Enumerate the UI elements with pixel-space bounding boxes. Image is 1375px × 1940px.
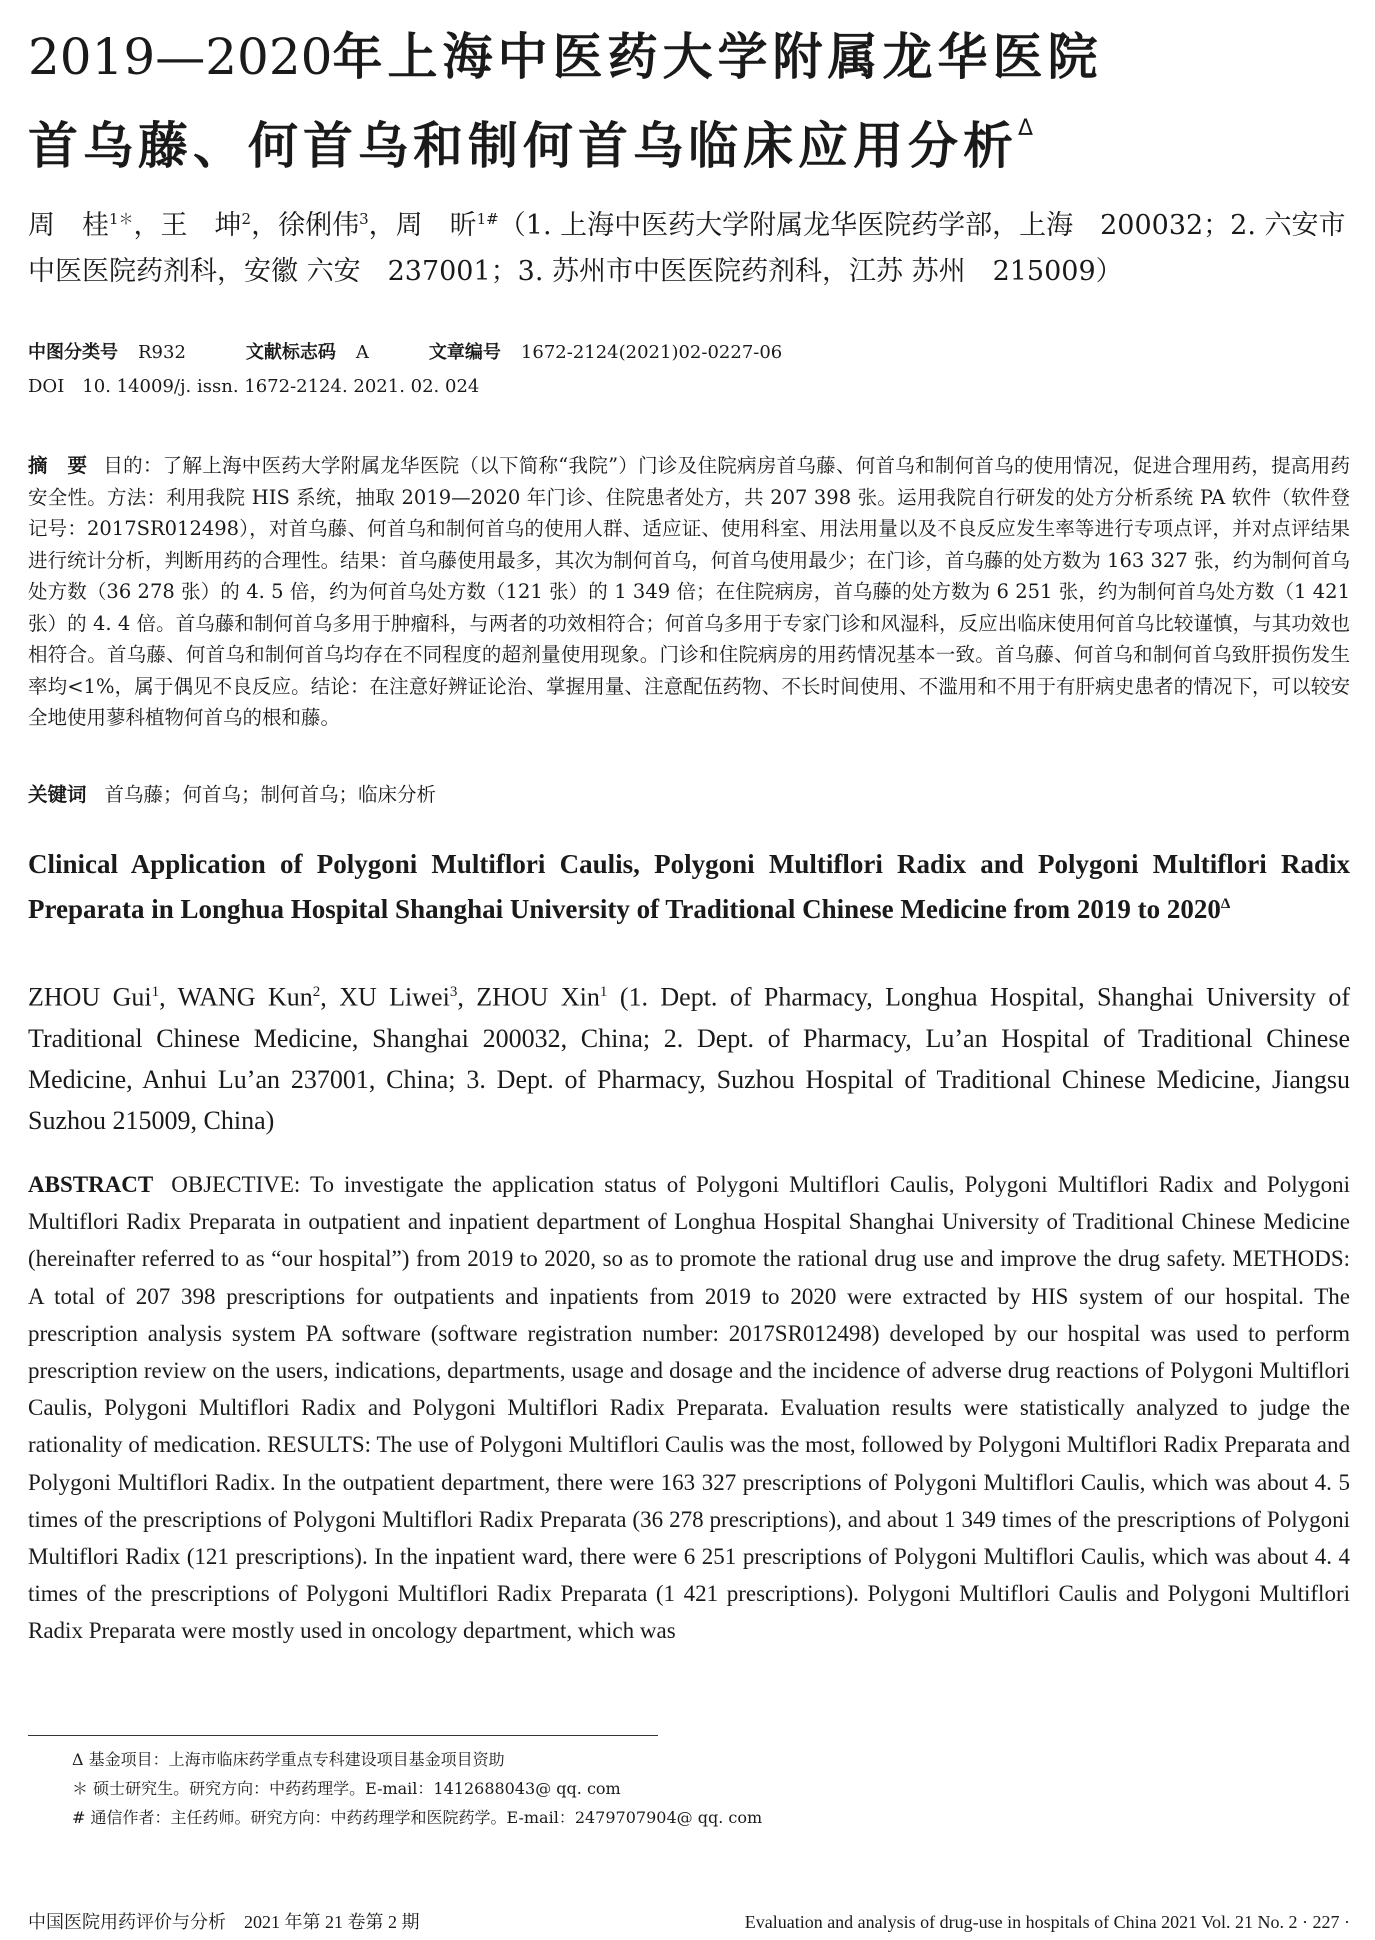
- en-author-3: , XU Liwei: [320, 982, 450, 1012]
- footer-journal-cn: 中国医院用药评价与分析 2021 年第 21 卷第 2 期: [28, 1912, 420, 1932]
- doc-code-label: 文献标志码: [245, 342, 336, 363]
- chinese-abstract: [28, 450, 1350, 734]
- english-abstract-label: ABSTRACT: [28, 1172, 154, 1197]
- cn-author-2: ，王 坤: [133, 210, 242, 241]
- chinese-title-year: 2019—2020: [28, 28, 333, 86]
- classification-line: [28, 340, 1350, 366]
- chinese-keywords-text: 首乌藤；何首乌；制何首乌；临床分析: [104, 783, 437, 806]
- cn-author-1-affil: 1＊: [109, 210, 134, 228]
- cn-author-3: ，徐俐伟: [251, 210, 360, 241]
- en-author-3-affil: 3: [449, 984, 458, 1000]
- cn-author-4: ，周 昕: [368, 210, 477, 241]
- article-no-label: 文章编号: [428, 342, 501, 363]
- english-title: [28, 844, 1350, 929]
- chinese-abstract-label: 摘 要: [28, 454, 88, 477]
- chinese-title-fund-mark: Δ: [1018, 116, 1034, 141]
- en-affiliations: (1. Dept. of Pharmacy, Longhua Hospital, Shanghai University of Traditional Chinese Medicine, Shanghai 200032, China; 2. Dept. of Pharmacy, Lu’an Hospital of Traditional Chinese Medicine, Anhui Lu’an 237001, China; 3. Dept. of Pharmacy, Suzhou Hospital of Traditional Chinese Medicine, Jiangsu Suzhou 215009, China): [28, 982, 1351, 1135]
- chinese-title-line-2: [28, 94, 1350, 181]
- footnote-divider: [28, 1735, 658, 1736]
- cn-author-4-affil: 1#: [476, 210, 499, 228]
- en-author-1-affil: 1: [151, 984, 160, 1000]
- clc-label: 中图分类号: [28, 342, 118, 363]
- article-no-value: 1672-2124(2021)02-0227-06: [520, 342, 783, 363]
- chinese-author-block: [28, 196, 1350, 295]
- footnote-fund: Δ 基金项目：上海市临床药学重点专科建设项目基金项目资助: [72, 1750, 505, 1769]
- footnote-corresponding-author: # 通信作者：主任药师。研究方向：中药药理学和医院药学。E-mail：2479707904@ qq. com: [72, 1808, 763, 1827]
- english-abstract: [28, 1166, 1350, 1650]
- footnote-first-author: ＊ 硕士研究生。研究方向：中药药理学。E-mail：1412688043@ qq. com: [72, 1779, 621, 1798]
- cn-author-2-affil: 2: [241, 210, 252, 228]
- doc-code-value: A: [355, 342, 369, 363]
- english-title-text: Clinical Application of Polygoni Multiflori Caulis, Polygoni Multiflori Radix and Polygoni Multiflori Radix Preparata in Longhua Hospital Shanghai University of Traditional Chinese Medicine from 2019 to 2020: [28, 849, 1350, 924]
- english-abstract-text: OBJECTIVE: To investigate the application status of Polygoni Multiflori Caulis, Polygoni Multiflori Radix and Polygoni Multiflori Radix Preparata in outpatient and inpatient department of Longhua Hospital Shanghai University of Traditional Chinese Medicine (hereinafter referred to as “our hospital”) from 2019 to 2020, so as to promote the rational drug use and improve the drug safety. METHODS: A total of 207 398 prescriptions for outpatients and inpatients from 2019 to 2020 were extracted by HIS system of our hospital. The prescription analysis system PA software (software registration number: 2017SR012498) developed by our hospital was used to perform prescription review on the users, indications, departments, usage and dosage and the incidence of adverse drug reactions of Polygoni Multiflori Caulis, Polygoni Multiflori Radix and Polygoni Multiflori Radix Preparata. Evaluation results were statistically analyzed to judge the rationality of medication. RESULTS: The use of Polygoni Multiflori Caulis was the most, followed by Polygoni Multiflori Radix Preparata and Polygoni Multiflori Radix. In the outpatient department, there were 163 327 prescriptions of Polygoni Multiflori Caulis, which was about 4. 5 times of the prescriptions of Polygoni Multiflori Radix Preparata (36 278 prescriptions), and about 1 349 times of the prescriptions of Polygoni Multiflori Radix (121 prescriptions). In the inpatient ward, there were 6 251 prescriptions of Polygoni Multiflori Caulis, which was about 4. 4 times of the prescriptions of Polygoni Multiflori Radix Preparata (1 421 prescriptions). Polygoni Multiflori Caulis and Polygoni Multiflori Radix Preparata were mostly used in oncology department, which was: [28, 1172, 1350, 1644]
- english-author-block: [28, 972, 1350, 1141]
- chinese-title-text-2: 首乌藤、何首乌和制何首乌临床应用分析: [28, 117, 1018, 175]
- chinese-keywords: [28, 780, 1350, 810]
- cn-author-1: 周 桂: [28, 210, 109, 241]
- en-author-1: ZHOU Gui: [28, 982, 152, 1012]
- clc-value: R932: [138, 342, 186, 363]
- cn-affiliations: （1. 上海中医药大学附属龙华医院药学部，上海 200032；2. 六安市中医医院药剂科，安徽 六安 237001；3. 苏州市中医医院药剂科，江苏 苏州 215009）: [28, 210, 1346, 287]
- en-author-4: , ZHOU Xin: [457, 982, 600, 1012]
- footer-journal-en: Evaluation and analysis of drug-use in hospitals of China 2021 Vol. 21 No. 2 · 227 ·: [744, 1912, 1350, 1932]
- footnotes: [72, 1745, 1322, 1832]
- en-author-2-affil: 2: [312, 984, 321, 1000]
- chinese-title-text-1: 年上海中医药大学附属龙华医院: [332, 28, 1103, 86]
- page-footer: [28, 1908, 1350, 1936]
- chinese-abstract-text: 目的：了解上海中医药大学附属龙华医院（以下简称“我院”）门诊及住院病房首乌藤、何首乌和制何首乌的使用情况，促进合理用药，提高用药安全性。方法：利用我院 HIS 系统，抽取 2019—2020 年门诊、住院患者处方，共 207 398 张。运用我院自行研发的处方分析系统 PA 软件（软件登记号：2017SR012498），对首乌藤、何首乌和制何首乌的使用人群、适应证、使用科室、用法用量以及不良反应发生率等进行专项点评，并对点评结果进行统计分析，判断用药的合理性。结果：首乌藤使用最多，其次为制何首乌，何首乌使用最少；在门诊，首乌藤的处方数为 163 327 张，约为制何首乌处方数（36 278 张）的 4. 5 倍，约为何首乌处方数（121 张）的 1 349 倍；在住院病房，首乌藤的处方数为 6 251 张，约为制何首乌处方数（1 421 张）的 4. 4 倍。首乌藤和制何首乌多用于肿瘤科，与两者的功效相符合；何首乌多用于专家门诊和风湿科，反应出临床使用何首乌比较谨慎，与其功效也相符合。首乌藤、何首乌和制何首乌均存在不同程度的超剂量使用现象。门诊和住院病房的用药情况基本一致。首乌藤、何首乌和制何首乌致肝损伤发生率均<1%，属于偶见不良反应。结论：在注意好辨证论治、掌握用量、注意配伍药物、不长时间使用、不滥用和不用于有肝病史患者的情况下，可以较安全地使用蓼科植物何首乌的根和藤。: [28, 454, 1350, 729]
- chinese-title-line-1: [28, 22, 1350, 92]
- en-author-4-affil: 1: [599, 984, 608, 1000]
- en-author-2: , WANG Kun: [159, 982, 313, 1012]
- doi-line: DOI 10. 14009/j. issn. 1672-2124. 2021. 02. 024: [28, 376, 480, 397]
- cn-author-3-affil: 3: [359, 210, 369, 228]
- english-title-fund-mark: Δ: [1220, 896, 1231, 912]
- chinese-keywords-label: 关键词: [28, 783, 87, 806]
